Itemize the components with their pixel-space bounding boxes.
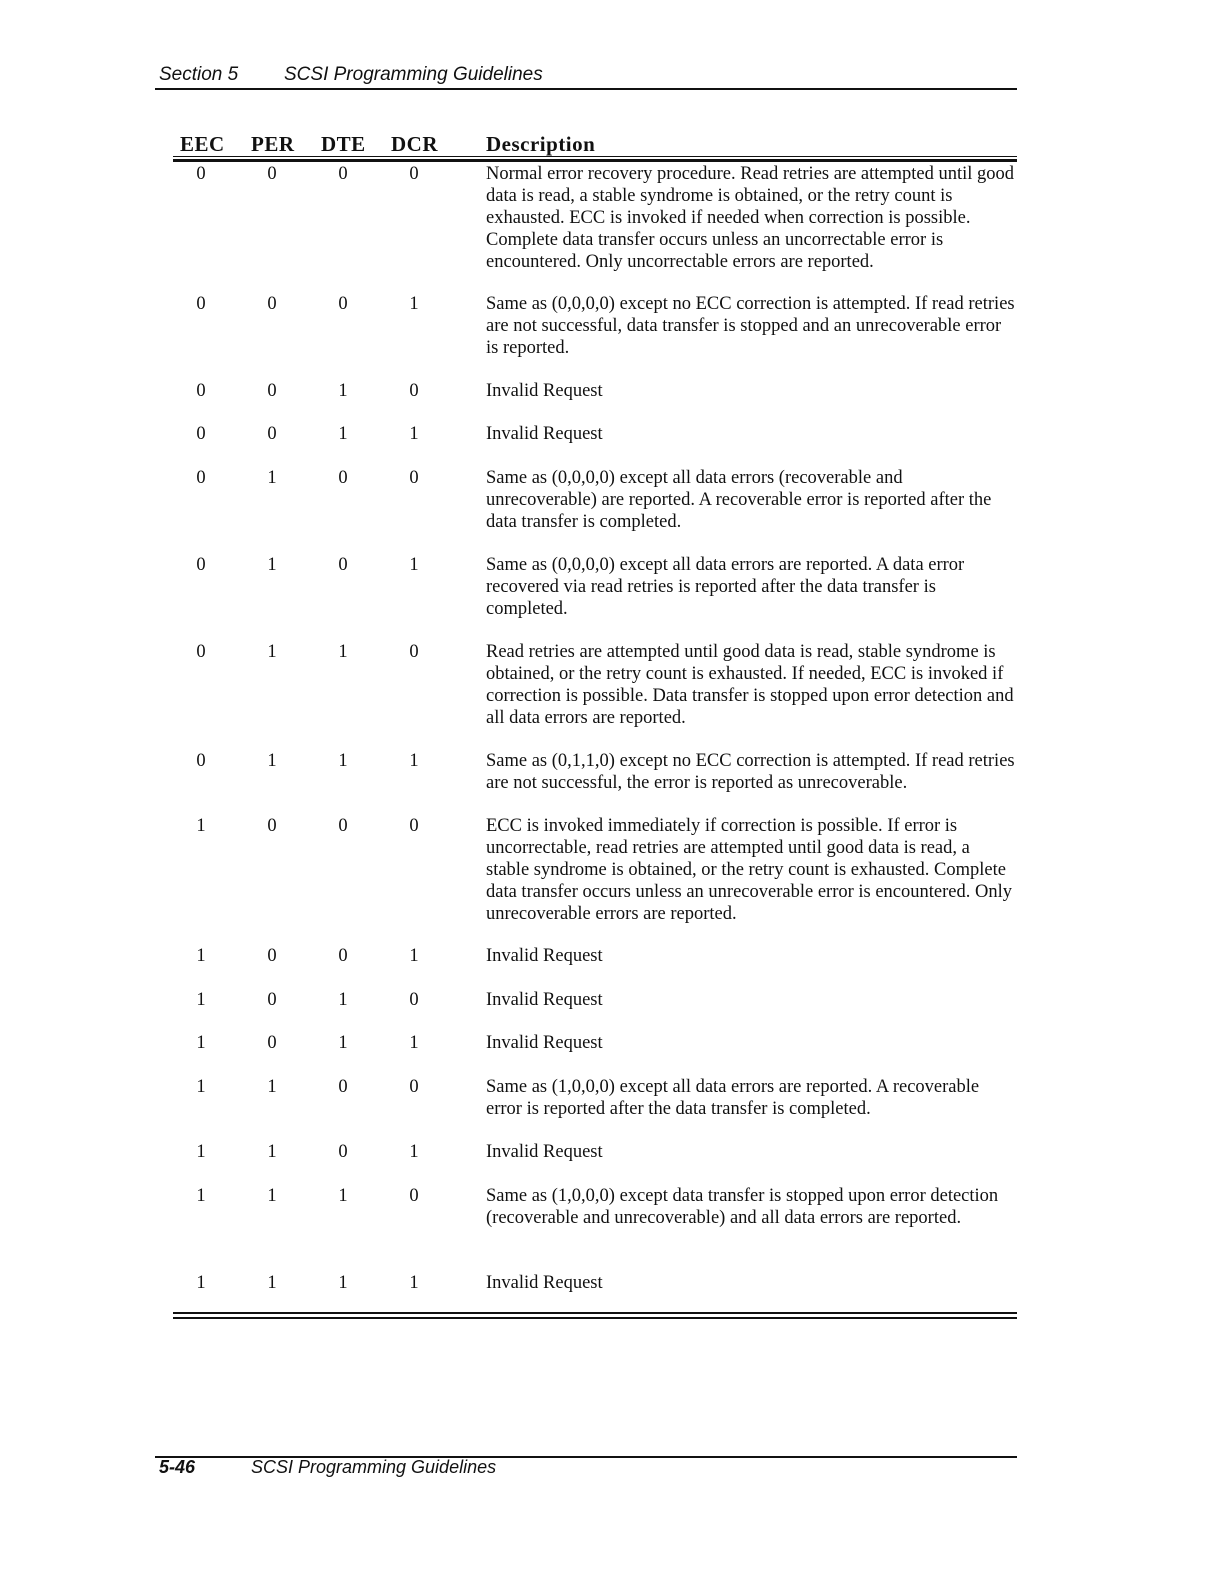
per-value: 1 (267, 1142, 277, 1162)
per-value: 1 (267, 1273, 277, 1293)
eec-value: 0 (196, 381, 206, 401)
dte-value: 0 (338, 946, 348, 966)
table-bottom-rule (173, 1312, 1017, 1314)
page-footer (159, 1457, 1017, 1481)
per-value: 0 (267, 816, 277, 836)
per-value: 1 (267, 751, 277, 771)
description-text: Invalid Request (486, 1273, 603, 1293)
description-text: Same as (0,0,0,0) except all data errors are reported. A data error recovered via read retries is reported after the data transfer is completed. (486, 555, 965, 619)
column-header-dcr: DCR (391, 132, 438, 156)
dte-value: 0 (338, 1142, 348, 1162)
dte-value: 0 (338, 1077, 348, 1097)
footer-title: SCSI Programming Guidelines (251, 1457, 497, 1477)
dcr-value: 0 (409, 164, 419, 184)
description-text: Invalid Request (486, 424, 603, 444)
dcr-value: 0 (409, 1186, 419, 1206)
dte-value: 0 (338, 164, 348, 184)
column-header-dte: DTE (321, 132, 366, 156)
dcr-value: 0 (409, 642, 419, 662)
per-value: 0 (267, 424, 277, 444)
per-value: 0 (267, 164, 277, 184)
per-value: 1 (267, 1186, 277, 1206)
page-number: 5-46 (159, 1457, 196, 1477)
eec-value: 1 (196, 1273, 206, 1293)
header-title: SCSI Programming Guidelines (284, 64, 543, 85)
description-text: Same as (1,0,0,0) except all data errors are reported. A recoverable error is reported after the data transfer is completed. (486, 1077, 980, 1119)
description-text: Invalid Request (486, 1033, 603, 1053)
dte-value: 1 (338, 751, 348, 771)
description-text: Read retries are attempted until good data is read, stable syndrome is obtained, or the retry count is exhausted. If needed, ECC is invoked if correction is possible. Data transfer is stopped upon error detection and all data errors are reported. (486, 642, 1014, 728)
dte-value: 1 (338, 1033, 348, 1053)
dcr-value: 0 (409, 816, 419, 836)
eec-value: 1 (196, 1186, 206, 1206)
eec-value: 1 (196, 990, 206, 1010)
column-header-description: Description (486, 132, 596, 156)
eec-value: 0 (196, 294, 206, 314)
per-value: 0 (267, 294, 277, 314)
per-value: 1 (267, 642, 277, 662)
header-rule (173, 156, 1017, 157)
eec-value: 0 (196, 468, 206, 488)
description-text: Invalid Request (486, 1142, 603, 1162)
dte-value: 0 (338, 294, 348, 314)
dcr-value: 1 (409, 1273, 419, 1293)
column-header-eec: EEC (180, 132, 225, 156)
dte-value: 1 (338, 990, 348, 1010)
page-header (155, 64, 1017, 90)
eec-value: 0 (196, 164, 206, 184)
description-text: Normal error recovery procedure. Read retries are attempted until good data is read, a stable syndrome is obtained, or the retry count is exhausted. ECC is invoked if needed when correction is possible. Complete data transfer occurs unless an uncorrectable error is encountered. Only uncorrectable errors are reported. (486, 164, 1015, 272)
dte-value: 0 (338, 816, 348, 836)
eec-value: 1 (196, 1033, 206, 1053)
per-value: 0 (267, 990, 277, 1010)
eec-value: 1 (196, 1077, 206, 1097)
eec-value: 0 (196, 642, 206, 662)
per-value: 1 (267, 468, 277, 488)
dcr-value: 0 (409, 990, 419, 1010)
dcr-value: 1 (409, 1033, 419, 1053)
dte-value: 1 (338, 381, 348, 401)
eec-value: 1 (196, 946, 206, 966)
description-text: Invalid Request (486, 381, 603, 401)
description-text: Invalid Request (486, 946, 603, 966)
eec-value: 1 (196, 1142, 206, 1162)
eec-value: 1 (196, 816, 206, 836)
dcr-value: 1 (409, 751, 419, 771)
dte-value: 0 (338, 555, 348, 575)
dcr-value: 0 (409, 468, 419, 488)
dte-value: 1 (338, 424, 348, 444)
dte-value: 1 (338, 642, 348, 662)
table-header (173, 130, 1017, 158)
dcr-value: 0 (409, 381, 419, 401)
eec-value: 0 (196, 555, 206, 575)
dcr-value: 0 (409, 1077, 419, 1097)
per-value: 0 (267, 1033, 277, 1053)
description-text: Same as (0,1,1,0) except no ECC correction is attempted. If read retries are not successful, the error is reported as unrecoverable. (486, 751, 1015, 793)
description-text: Same as (0,0,0,0) except no ECC correction is attempted. If read retries are not successful, data transfer is stopped and an unrecoverable error is reported. (486, 294, 1015, 358)
per-value: 0 (267, 381, 277, 401)
per-value: 0 (267, 946, 277, 966)
dte-value: 1 (338, 1186, 348, 1206)
description-text: Same as (1,0,0,0) except data transfer is stopped upon error detection (recoverable and unrecoverable) and all data errors are reported. (486, 1186, 999, 1228)
header-rule-thick (173, 159, 1017, 162)
dcr-value: 1 (409, 946, 419, 966)
column-header-per: PER (251, 132, 295, 156)
per-value: 1 (267, 555, 277, 575)
description-text: ECC is invoked immediately if correction is possible. If error is uncorrectable, read retries are attempted until good data is read, a stable syndrome is obtained, or the retry count is exhausted. Complete data transfer occurs unless an unrecoverable error is encountered. Only unrecoverable errors are reported. (486, 816, 1012, 924)
eec-value: 0 (196, 751, 206, 771)
dte-value: 0 (338, 468, 348, 488)
dcr-value: 1 (409, 294, 419, 314)
table-bottom-rule-double (173, 1317, 1017, 1319)
dte-value: 1 (338, 1273, 348, 1293)
description-text: Invalid Request (486, 990, 603, 1010)
section-label: Section 5 (159, 64, 239, 85)
eec-value: 0 (196, 424, 206, 444)
description-text: Same as (0,0,0,0) except all data errors (recoverable and unrecoverable) are reported. A recoverable error is reported after the data transfer is completed. (486, 468, 992, 532)
per-value: 1 (267, 1077, 277, 1097)
dcr-value: 1 (409, 555, 419, 575)
dcr-value: 1 (409, 424, 419, 444)
dcr-value: 1 (409, 1142, 419, 1162)
